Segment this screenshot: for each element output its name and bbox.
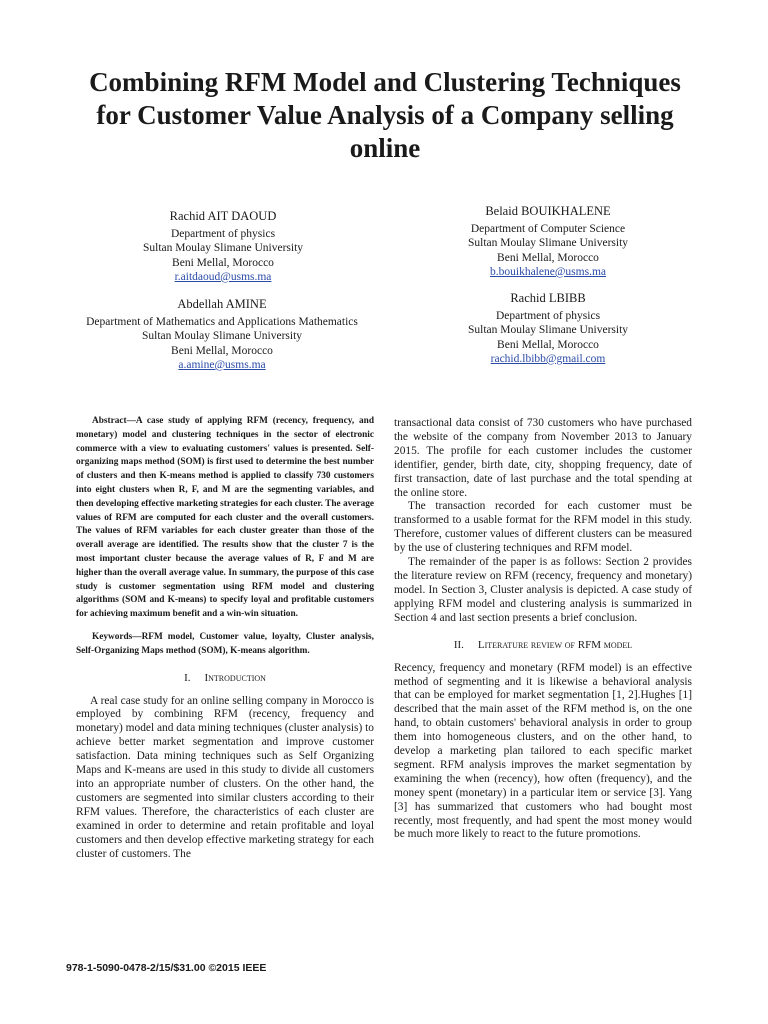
intro-paragraph: The transaction recorded for each customer must be transformed to a usable format for the RFM model in this study. Therefore, customer values of different clusters can be measured by the use of clustering techniques and RFM model. — [394, 500, 692, 555]
left-column — [76, 415, 374, 861]
author-university: Sultan Moulay Slimane University — [467, 324, 629, 337]
author-name: Belaid BOUIKHALENE — [485, 204, 611, 218]
author-block-2 — [412, 204, 684, 279]
copyright-footer: 978-1-5090-0478-2/15/$31.00 ©2015 IEEE — [66, 962, 267, 974]
author-city: Beni Mellal, Morocco — [172, 256, 274, 269]
author-department: Department of physics — [170, 228, 276, 241]
section-number: I. — [184, 671, 191, 684]
keywords: Keywords—RFM model, Customer value, loyalty, Cluster analysis, Self-Organizing Maps method (SOM), K-means algorithm. — [76, 631, 374, 656]
right-column — [394, 417, 692, 842]
author-name: Abdellah AMINE — [177, 297, 267, 311]
author-email-link[interactable]: a.amine@usms.ma — [178, 358, 266, 371]
author-email-link[interactable]: r.aitdaoud@usms.ma — [174, 270, 272, 283]
section-heading-introduction — [76, 671, 374, 685]
author-block-1 — [78, 209, 368, 284]
literature-paragraph: Recency, frequency and monetary (RFM model) is an effective method of segmenting and it is likewise a behavioral analysis that can be employed for market segmentation [1, 2].Hughes [1] described that the main asset of the RFM method is, on the one hand, to obtain customers' behavioral analysis in order to group them into homogeneous clusters, and on the other hand, to develop a marketing plan tailored to each specific market segment. RFM analysis improves the market segmentation by examining the when (recency), how often (frequency), and the money spent (monetary) in a particular item or service [3]. Yang [3] has summarized that customers who had bought most recently, most frequently, and had spent the most money would be much more likely to react to the future promotions. — [394, 661, 692, 841]
author-university: Sultan Moulay Slimane University — [142, 242, 304, 255]
abstract: Abstract—A case study of applying RFM (recency, frequency, and monetary) model and clustering techniques in the sector of electronic commerce with a view to evaluating customers' values is presented. Self-organizing maps method (SOM) is first used to determine the best number of clusters and then K-means method is applied to classify 730 customers into eight clusters when R, F, and M are the segmenting variables, and then developing effective marketing strategies for each cluster. The average values of RFM are computed for each cluster and the overall customers. The values of RFM variables for each cluster greater than those of the overall average are identified. The results show that the cluster 7 is the most important cluster because the average values of R, F and M are higher than the overall average value. In summary, the purpose of this case study is customer segmentation using RFM model and clustering algorithms (SOM and K-means) to specify loyal and profitable customers for achieving maximum benefit and a win-win situation. — [76, 416, 374, 620]
author-city: Beni Mellal, Morocco — [497, 251, 599, 264]
author-department: Department of Mathematics and Applications Mathematics — [86, 316, 358, 329]
section-number: II. — [453, 638, 464, 651]
author-department: Department of Computer Science — [470, 223, 626, 236]
author-block-4 — [412, 291, 684, 366]
author-name: Rachid AIT DAOUD — [169, 209, 277, 223]
section-title: Introduction — [204, 671, 266, 684]
paper-title: Combining RFM Model and Clustering Techniques for Customer Value Analysis of a Company selling online — [89, 67, 681, 163]
author-university: Sultan Moulay Slimane University — [141, 330, 303, 343]
author-email-link[interactable]: b.bouikhalene@usms.ma — [490, 265, 606, 278]
author-name: Rachid LBIBB — [510, 291, 586, 305]
author-city: Beni Mellal, Morocco — [497, 338, 599, 351]
author-university: Sultan Moulay Slimane University — [467, 237, 629, 250]
author-email-link[interactable]: rachid.lbibb@gmail.com — [490, 352, 606, 365]
intro-paragraph: A real case study for an online selling company in Morocco is employed by combining RFM (recency, frequency and monetary) model and data mining techniques (cluster analysis) to achieve better market segmentation and improve customer satisfaction. Data mining techniques such as Self Organizing Maps and K-means are used in this study to divide all customers into an appropriate number of clusters. On the other hand, the customers are segmented into similar clusters according to their RFM values. Therefore, the characteristics of each cluster are examined in order to determine and retain profitable and loyal customers and then develop effective marketing strategy for each cluster of customers. The — [76, 694, 374, 860]
section-title: Literature review of RFM model — [477, 638, 633, 651]
section-heading-literature-review — [394, 638, 692, 652]
author-city: Beni Mellal, Morocco — [171, 344, 273, 357]
author-block-3 — [70, 297, 374, 372]
author-department: Department of physics — [495, 310, 601, 323]
intro-paragraph-continued: transactional data consist of 730 customers who have purchased the website of the company from November 2013 to January 2015. The profile for each customer includes the customer identifier, gender, birth date, city, shopping frequency, date of first transaction, date of last purchase and the total spending at the online store. — [394, 417, 692, 499]
intro-paragraph: The remainder of the paper is as follows: Section 2 provides the literature review on RFM (recency, frequency and monetary) model. In Section 3, Cluster analysis is depicted. A case study of applying RFM model and clustering analysis is summarized in Section 4 and last section presents a brief conclusion. — [394, 556, 692, 624]
